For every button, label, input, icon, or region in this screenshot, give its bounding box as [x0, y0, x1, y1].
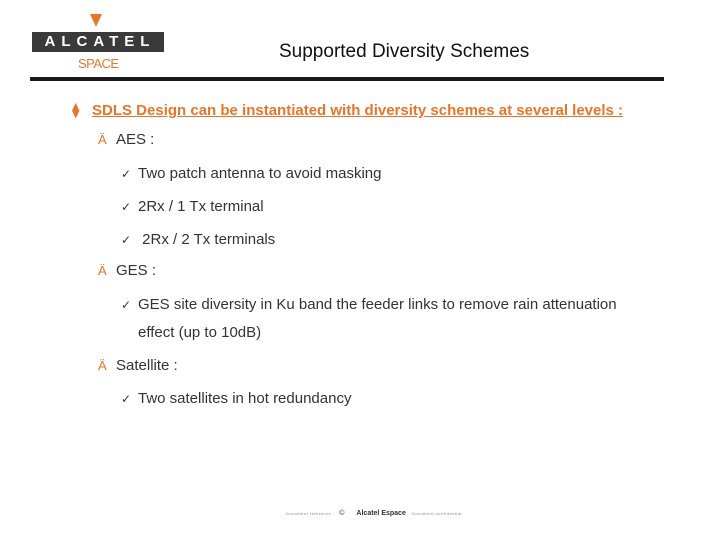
footer-left: Document reference: [286, 511, 332, 516]
main-heading: [72, 101, 623, 119]
arrow-bullet-icon: Ä: [98, 132, 107, 147]
footer-right: Document confidential: [411, 511, 462, 516]
list-item: ✓ Two patch antenna to avoid masking: [121, 165, 382, 182]
check-icon: ✓: [121, 167, 132, 181]
check-icon: ✓: [121, 233, 132, 247]
list-item: ✓ Two satellites in hot redundancy: [121, 390, 352, 407]
list-item: ✓ 2Rx / 2 Tx terminals: [121, 231, 276, 248]
section-label: AES :: [116, 131, 155, 148]
list-item-continuation: effect (up to 10dB): [138, 324, 262, 341]
section-aes: [98, 131, 154, 148]
heading-text: SDLS Design can be instantiated with diversity schemes at several levels :: [92, 102, 624, 119]
check-icon: ✓: [121, 392, 132, 406]
arrow-bullet-icon: Ä: [98, 358, 107, 373]
footer-copyright: ©: [339, 510, 345, 517]
diamond-bullet-icon: ⧫: [72, 102, 80, 119]
logo-sub: SPACE: [78, 56, 119, 71]
section-ges: [98, 262, 156, 279]
section-label: GES :: [116, 262, 157, 279]
arrow-bullet-icon: Ä: [98, 263, 107, 278]
header-rule: [30, 77, 664, 81]
list-item: ✓ GES site diversity in Ku band the feeder links to remove rain attenuation: [121, 296, 617, 313]
section-satellite: [98, 357, 178, 374]
list-item: ✓ 2Rx / 1 Tx terminal: [121, 198, 264, 215]
check-icon: ✓: [121, 200, 132, 214]
alcatel-space-logo: [30, 14, 166, 74]
page-title: Supported Diversity Schemes: [279, 41, 530, 62]
footer: [286, 510, 462, 517]
check-icon: ✓: [121, 298, 132, 312]
logo-triangle-icon: [90, 14, 102, 27]
logo-brand: ALCATEL: [32, 32, 164, 52]
section-label: Satellite :: [116, 357, 178, 374]
footer-brand: Alcatel Espace: [356, 510, 406, 517]
